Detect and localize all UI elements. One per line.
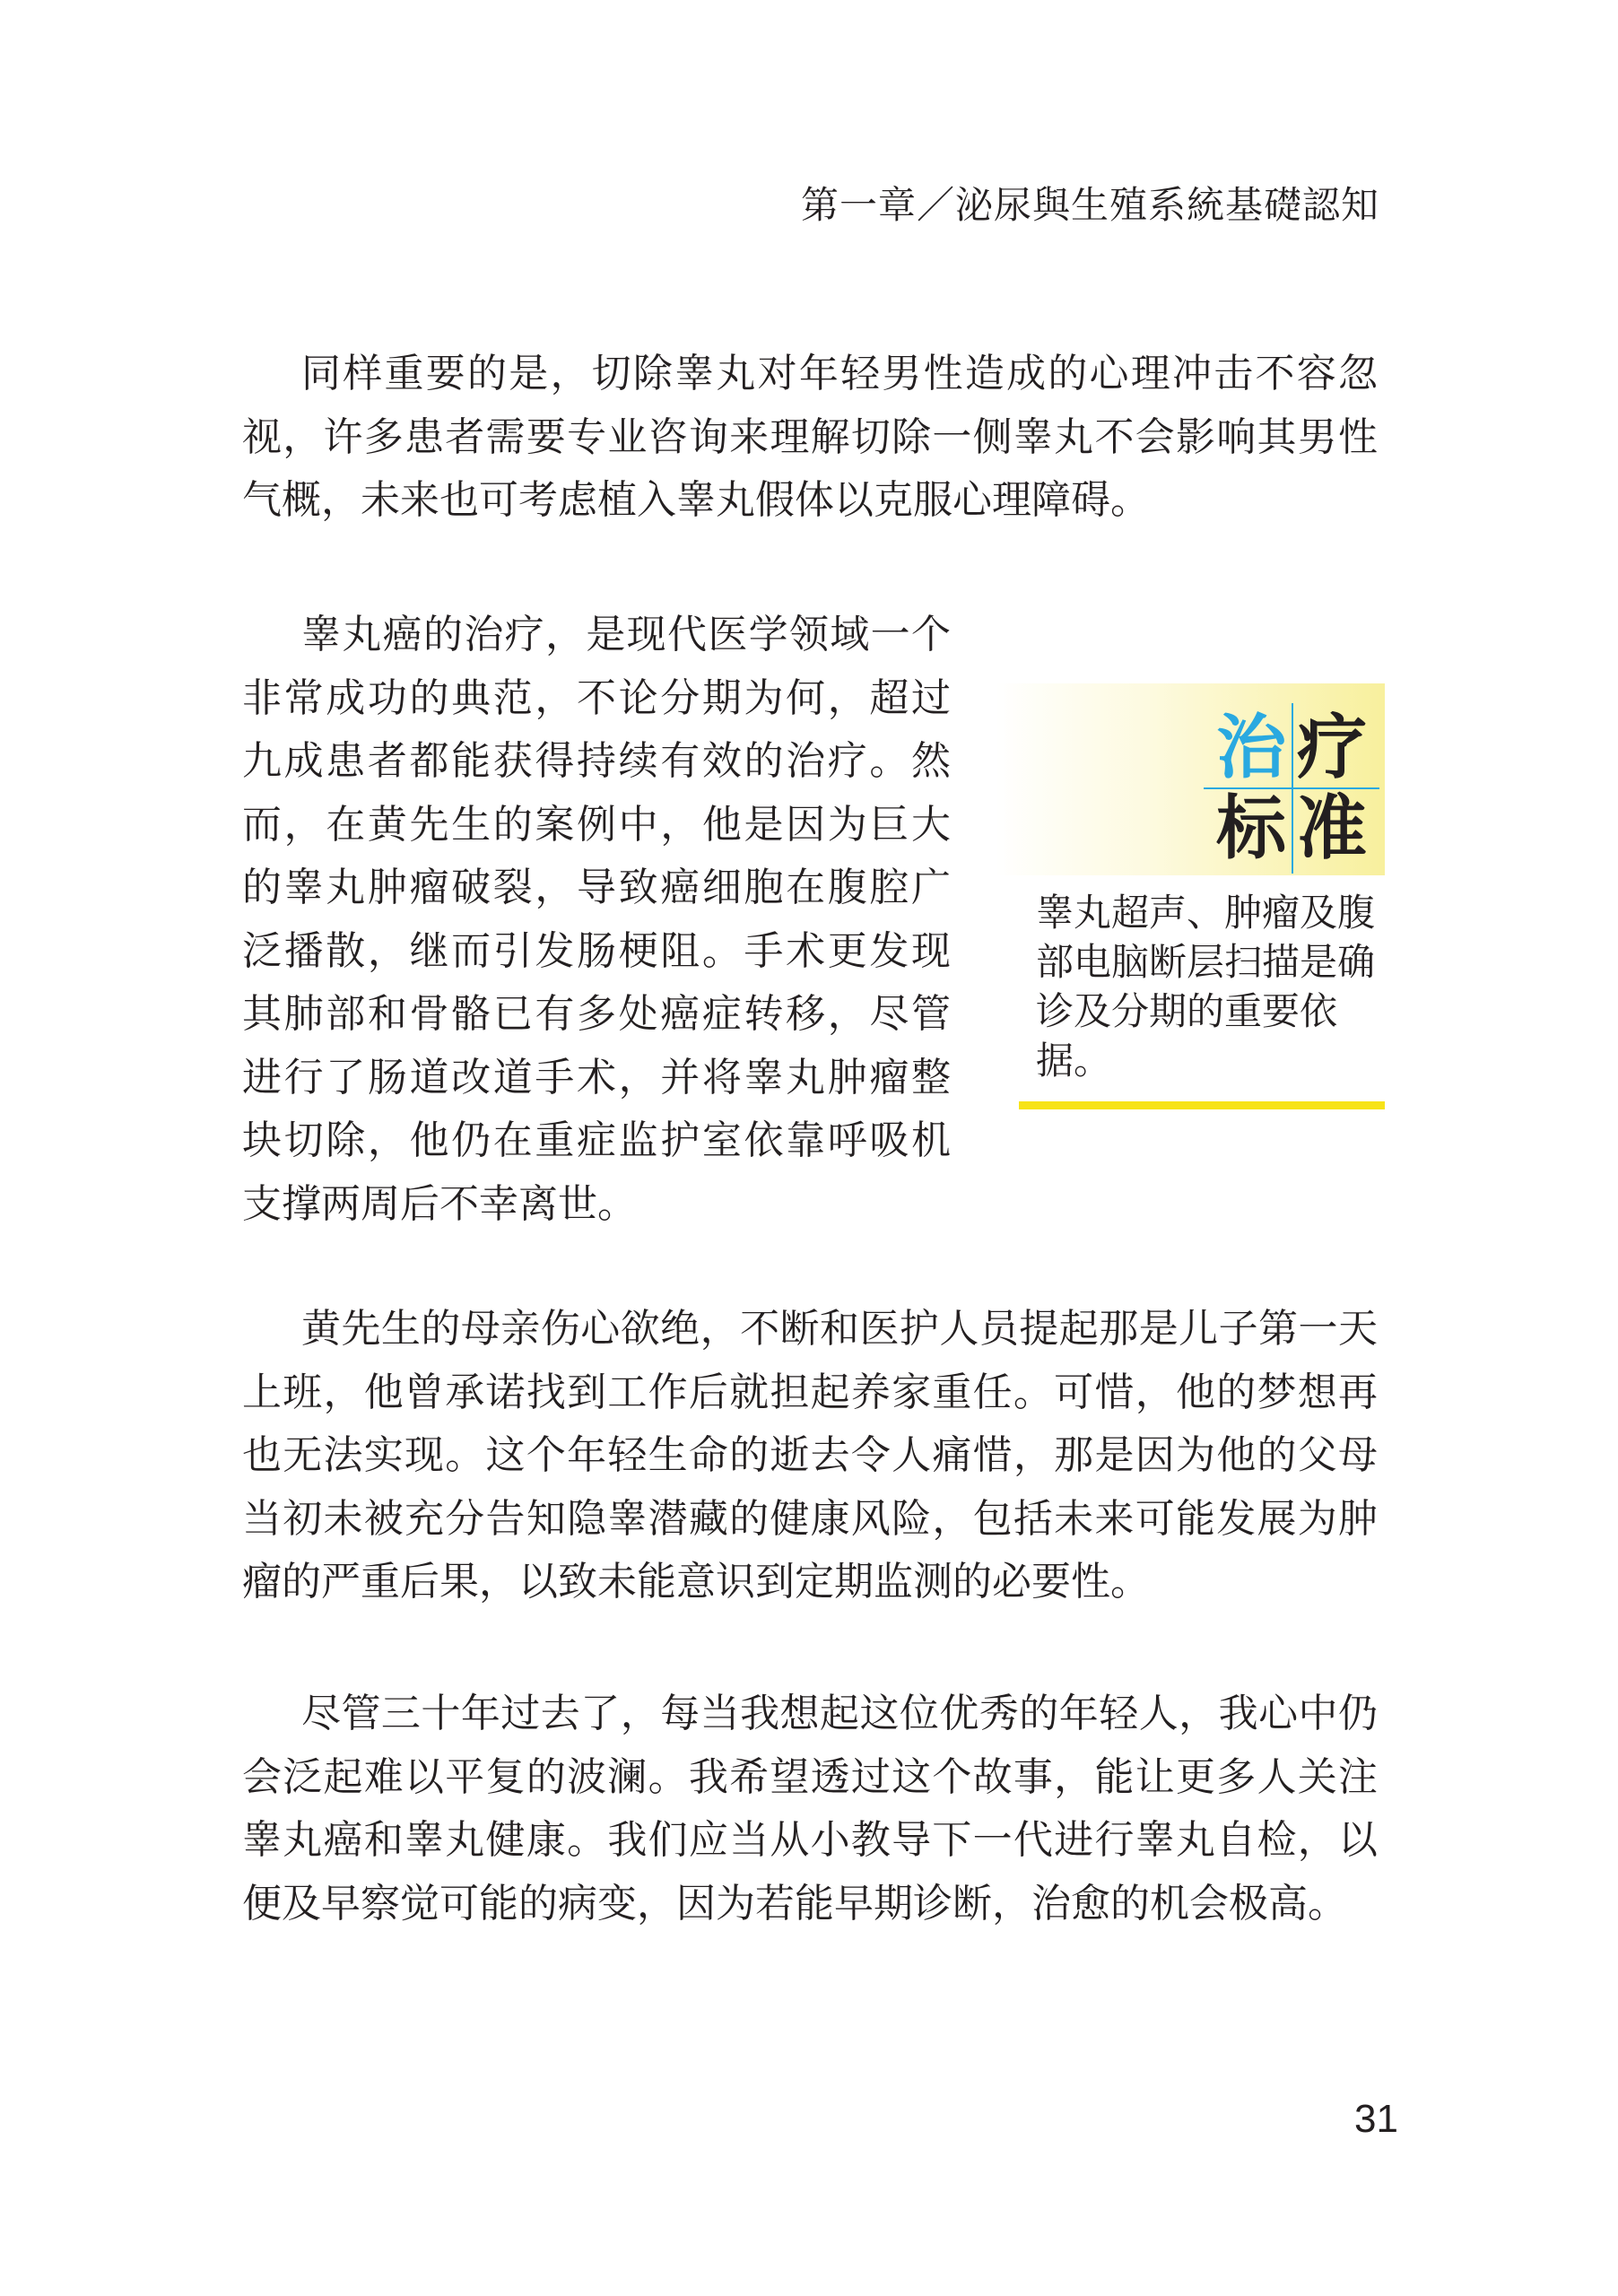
page-number: 31: [1354, 2097, 1398, 2141]
sidebar-underline: [1019, 1101, 1385, 1109]
body-paragraph-2: 睾丸癌的治疗，是现代医学领域一个非常成功的典范，不论分期为何，超过九成患者都能获得持续有效的治疗。然而，在黄先生的案例中，他是因为巨大的睾丸肿瘤破裂，导致癌细胞在腹腔广泛播散，继而引发肠梗阻。手术更发现其肺部和骨骼已有多处癌症转移，尽管进行了肠道改道手术，并将睾丸肿瘤整块切除，他仍在重症监护室依靠呼吸机支撑两周后不幸离世。: [242, 612, 951, 1227]
sidebar-title-char-4: 准: [1296, 788, 1367, 869]
sidebar-title-char-3: 标: [1215, 788, 1286, 869]
body-paragraph-1: 同样重要的是，切除睾丸对年轻男性造成的心理冲击不容忽视，许多患者需要专业咨询来理解切除一侧睾丸不会影响其男性气概，未来也可考虑植入睾丸假体以克服心理障碍。: [242, 351, 1378, 523]
sidebar-text: 睾丸超声、肿瘤及腹部电脑断层扫描是确诊及分期的重要依据。: [1036, 891, 1376, 1083]
sidebar-title-char-2: 疗: [1296, 708, 1367, 788]
sidebar-title-box: [996, 683, 1385, 875]
sidebar-note: [996, 683, 1385, 1112]
body-paragraph-4: 尽管三十年过去了，每当我想起这位优秀的年轻人，我心中仍会泛起难以平复的波澜。我希望透过这个故事，能让更多人关注睾丸癌和睾丸健康。我们应当从小教导下一代进行睾丸自检，以便及早察觉可能的病变，因为若能早期诊断，治愈的机会极高。: [242, 1691, 1378, 1926]
sidebar-title-char-1: 治: [1215, 708, 1286, 788]
body-paragraph-3: 黄先生的母亲伤心欲绝，不断和医护人员提起那是儿子第一天上班，他曾承诺找到工作后就担起养家重任。可惜，他的梦想再也无法实现。这个年轻生命的逝去令人痛惜，那是因为他的父母当初未被充分告知隐睾潜藏的健康风险，包括未来可能发展为肿瘤的严重后果，以致未能意识到定期监测的必要性。: [242, 1306, 1378, 1605]
running-header: 第一章／泌尿與生殖系統基礎認知: [800, 183, 1379, 227]
